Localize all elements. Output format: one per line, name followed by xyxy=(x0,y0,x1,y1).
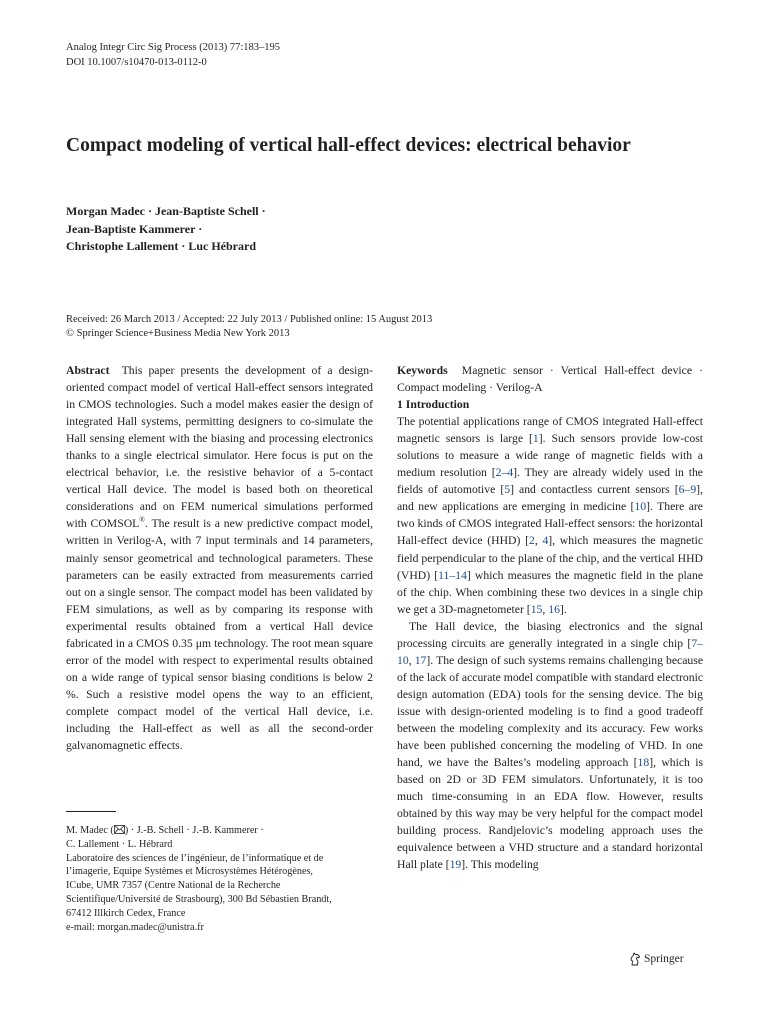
abstract-label: Abstract xyxy=(66,364,110,377)
citation-link[interactable]: 1 xyxy=(532,432,539,446)
body-text: ] and contactless current sensors [ xyxy=(510,483,679,497)
citation-link[interactable]: 18 xyxy=(637,756,650,770)
publisher-logo xyxy=(629,952,684,966)
citation-link[interactable]: 17 xyxy=(414,653,427,667)
citation-link[interactable]: 7–10 xyxy=(397,636,703,667)
keywords xyxy=(397,362,703,396)
citation-link[interactable]: 15 xyxy=(530,602,543,616)
affiliation-line-3: Laboratoire des sciences de l’ingénieur, de l’informatique et de xyxy=(66,852,324,864)
citation-link[interactable]: 10 xyxy=(634,500,647,514)
body-text: , xyxy=(534,534,543,548)
body-text: ], and new applications are emerging in medicine [ xyxy=(397,483,703,514)
keywords-text: Magnetic sensor · Vertical Hall-effect device · Compact modeling · Verilog-A xyxy=(397,364,704,395)
affiliation-line-5: ICube, UMR 7357 (Centre National de la Recherche xyxy=(66,880,281,892)
body-text: The potential applications range of CMOS integrated Hall-effect magnetic sensors is large [ xyxy=(397,415,703,446)
journal-citation: Analog Integr Circ Sig Process (2013) 77:183–195 xyxy=(66,42,281,53)
publisher-name: Springer xyxy=(644,953,684,965)
paper-title: Compact modeling of vertical hall-effect devices: electrical behavior xyxy=(66,135,631,156)
author-affiliation xyxy=(66,824,386,934)
citation-link[interactable]: 11–14 xyxy=(438,568,467,582)
affiliation-line-7: 67412 Illkirch Cedex, France xyxy=(66,907,186,919)
affiliation-line-6: Scientifique/Université de Strasbourg), 300 Bd Sébastien Brandt, xyxy=(66,893,332,905)
journal-header xyxy=(66,40,280,70)
springer-horse-icon xyxy=(629,952,641,966)
body-text: , xyxy=(542,602,549,616)
citation-link[interactable]: 5 xyxy=(504,483,511,497)
registered-mark: ® xyxy=(139,515,145,525)
affiliation-line-1 xyxy=(66,824,386,838)
doi: DOI 10.1007/s10470-013-0112-0 xyxy=(66,57,207,68)
author-line-1: Morgan Madec · Jean-Baptiste Schell · xyxy=(66,204,266,218)
citation-link[interactable]: 4 xyxy=(542,534,549,548)
intro-paragraph-2 xyxy=(397,618,703,874)
affiliation-line-2: C. Lallement · L. Hébrard xyxy=(66,838,173,850)
envelope-icon xyxy=(114,825,125,834)
right-column xyxy=(397,362,703,873)
citation-link[interactable]: 19 xyxy=(449,858,462,872)
body-text: ]. The design of such systems remains challenging because of the lack of accurate model compatible with standard electronic design automation (EDA) tools for the sensing device. The big issue with design-oriented modeling is to find a good tradeoff between the modeling complexity and its accuracy. Few works have been published concerning the modeling of VHD. In one hand, we have the Baltes’s modeling approach [ xyxy=(397,653,704,770)
citation-link[interactable]: 6–9 xyxy=(678,483,697,497)
body-text: ], which is based on 2D or 3D FEM simulators. Unfortunately, it is too much time-consuming in an EDA flow. However, results obtained by this way may be very helpful for the compact model building process. Randjelovic’s modeling approach uses the equivalence between a VHD structure and a standard horizontal Hall plate [ xyxy=(397,756,703,872)
date-history: Received: 26 March 2013 / Accepted: 22 July 2013 / Published online: 15 August 2013 xyxy=(66,314,433,325)
body-text: ]. Such sensors provide low-cost solutions to measure a wide range of magnetic fields with a medium resolution [ xyxy=(397,432,703,480)
abstract xyxy=(66,362,373,754)
intro-paragraph-1 xyxy=(397,413,703,618)
body-text: ]. They are already widely used in the fields of automotive [ xyxy=(397,466,703,497)
author-list xyxy=(66,203,466,256)
body-text: ], which measures the magnetic field perpendicular to the plane of the chip, and the vertical HHD (VHD) [ xyxy=(397,534,704,582)
abstract-text-part2: . The result is a new predictive compact model, written in Verilog-A, with 7 input terminals and 14 parameters, mainly sensor geometrical and technological parameters. These parameters can be easily extracted from measurements carried out on a single sensor. The compact model has been validated by FEM simulations, as well as by comparing its response with experimental results obtained from a vertical Hall device fabricated in a CMOS 0.35 μm technology. The root mean square error of the model with respect to experimental results obtained on a wide range of typical sensor biasing conditions is below 2 %. Such a resistive model opens the way to an efficient, complete compact model of the vertical Hall device, i.e. including the Hall-effect as well as all the second-order galvanomagnetic effects. xyxy=(66,517,373,753)
body-text: ]. xyxy=(559,602,567,616)
body-text: ] which measures the magnetic field in the plane of the chip. When combining these two devices in a single chip we get a 3D-magnetometer [ xyxy=(397,568,704,616)
citation-link[interactable]: 2–4 xyxy=(495,466,514,480)
body-text: ]. This modeling xyxy=(461,858,539,872)
author-email[interactable]: e-mail: morgan.madec@unistra.fr xyxy=(66,921,204,933)
author-line-2: Jean-Baptiste Kammerer · xyxy=(66,221,203,236)
affiliation-line-1a: M. Madec ( xyxy=(66,825,114,836)
affiliation-line-4: l’imagerie, Equipe Systèmes et Microsystèmes Hétérogènes, xyxy=(66,866,313,878)
footnote-rule xyxy=(66,811,116,812)
section-heading-introduction: 1 Introduction xyxy=(397,398,470,412)
publication-dates xyxy=(66,313,432,341)
copyright-notice: © Springer Science+Business Media New York 2013 xyxy=(66,328,290,339)
abstract-text-part1: This paper presents the development of a design-oriented compact model of vertical Hall-effect sensors integrated in CMOS technologies. Such a model makes easier the design of integrated Hall systems, permitting designers to co-simulate the Hall sensing element with the biasing and processing electronics thanks to a single electrical simulator. Here focus is put on the electrical behavior, i.e. the resistive behavior of a 5-contact vertical Hall device. The model is based both on theoretical considerations and on FEM numerical simulations performed with COMSOL xyxy=(66,364,373,531)
body-text: ]. There are two kinds of CMOS integrated Hall-effect sensors: the horizontal Hall-effect device (HHD) [ xyxy=(397,500,703,548)
author-line-3: Christophe Lallement · Luc Hébrard xyxy=(66,239,256,253)
left-column xyxy=(66,362,373,754)
citation-link[interactable]: 16 xyxy=(548,602,560,616)
affiliation-line-1b: ) · J.-B. Schell · J.-B. Kammerer · xyxy=(124,825,264,836)
body-text: , xyxy=(408,653,415,667)
body-text: The Hall device, the biasing electronics and the signal processing circuits are generally integrated in a single chip [ xyxy=(397,619,703,650)
keywords-label: Keywords xyxy=(397,364,448,377)
citation-link[interactable]: 2 xyxy=(528,534,535,548)
